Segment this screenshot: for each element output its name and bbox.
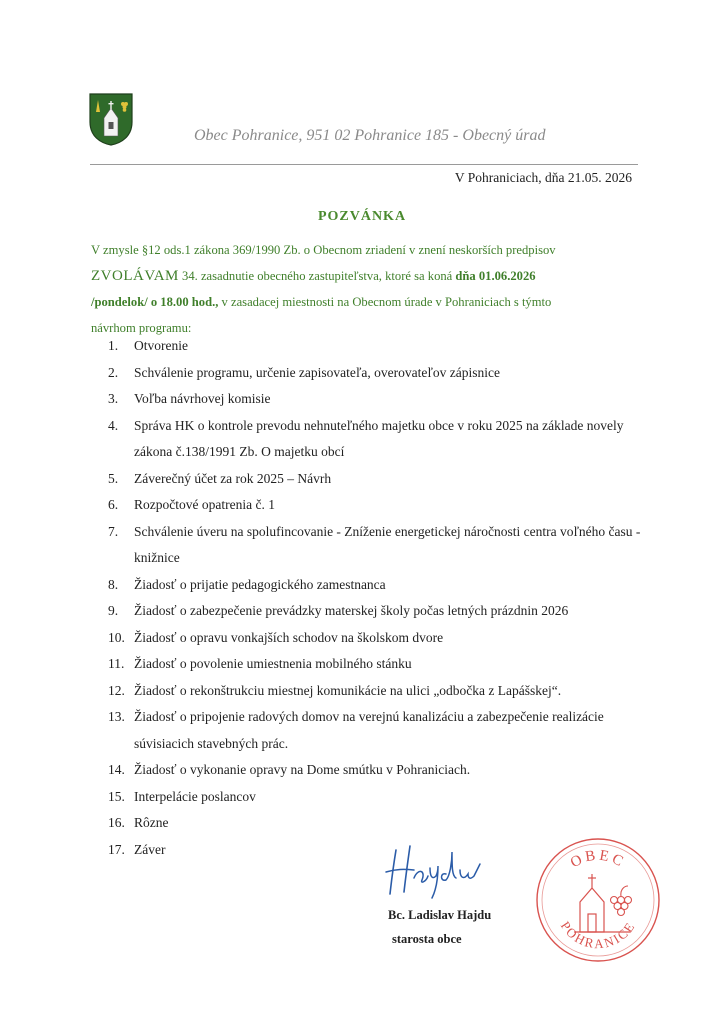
intro-line-4: návrhom programu: xyxy=(91,321,192,335)
agenda-item-number: 17. xyxy=(108,841,125,857)
agenda-item-number: 4. xyxy=(108,417,119,433)
agenda-item-number: 1. xyxy=(108,338,119,353)
agenda-item-text: Rôzne xyxy=(134,815,169,830)
agenda-item-number: 9. xyxy=(108,603,119,618)
agenda-item xyxy=(108,678,648,705)
intro-line-3 xyxy=(91,289,643,315)
stamp-grapes-icon xyxy=(611,886,632,916)
agenda-item xyxy=(108,784,648,811)
agenda-item-number: 3. xyxy=(108,391,119,406)
agenda-item xyxy=(108,413,648,466)
agenda-item-text: Žiadosť o opravu vonkajších schodov na školskom dvore xyxy=(134,629,444,645)
agenda-item xyxy=(108,598,648,625)
meeting-date: dňa 01.06.2026 xyxy=(455,269,536,283)
agenda-item-number: 15. xyxy=(108,788,125,804)
agenda-item-text: Žiadosť o povolenie umiestnenia mobilného stánku xyxy=(134,656,412,671)
agenda-item xyxy=(108,757,648,784)
agenda-item-text: Žiadosť o pripojenie radových domov na verejnú kanalizáciu a zabezpečenie realizácie súvisiacich stavebných prác. xyxy=(134,709,604,751)
agenda-item-text: Interpelácie poslancov xyxy=(134,788,256,804)
agenda-item-text: Voľba návrhovej komisie xyxy=(134,391,271,406)
agenda-item xyxy=(108,492,648,519)
agenda-item-number: 2. xyxy=(108,364,119,380)
agenda-item xyxy=(108,519,648,572)
agenda-item-number: 5. xyxy=(108,470,119,486)
agenda-item-number: 10. xyxy=(108,629,125,645)
handwritten-signature xyxy=(382,842,492,902)
agenda-item-text: Rozpočtové opatrenia č. 1 xyxy=(134,497,275,512)
agenda-item-number: 8. xyxy=(108,576,119,592)
office-header: Obec Pohranice, 951 02 Pohranice 185 - Obecný úrad xyxy=(194,127,546,144)
svg-text:OBEC xyxy=(568,848,628,872)
agenda-item-text: Žiadosť o zabezpečenie prevádzky materskej školy počas letných prázdnin 2026 xyxy=(134,603,569,618)
intro-line-3-text: v zasadacej miestnosti na Obecnom úrade v Pohraniciach s týmto xyxy=(218,295,552,309)
stamp-top-text: OBEC xyxy=(567,847,629,872)
agenda-item-text: Schválenie úveru na spolufincovanie - Zníženie energetickej náročnosti centra voľného času - knižnice xyxy=(134,523,641,565)
agenda-item-text: Správa HK o kontrole prevodu nehnuteľného majetku obce v roku 2025 na základe novely zákona č.138/1991 Zb. O majetku obcí xyxy=(134,417,624,459)
agenda-item-number: 6. xyxy=(108,497,119,512)
signer-name: Bc. Ladislav Hajdu xyxy=(388,908,492,922)
agenda-item xyxy=(108,386,648,413)
agenda-item xyxy=(108,333,648,360)
agenda-item xyxy=(108,572,648,599)
agenda-item xyxy=(108,466,648,493)
document-title: POZVÁNKA xyxy=(317,209,407,224)
intro-paragraph xyxy=(91,237,643,341)
agenda-item-text: Žiadosť o prijatie pedagogického zamestnanca xyxy=(134,576,386,592)
official-stamp xyxy=(534,836,662,964)
agenda-item xyxy=(108,360,648,387)
agenda-item xyxy=(108,704,648,757)
svg-text:POHRANICE xyxy=(558,918,638,951)
agenda-item-text: Otvorenie xyxy=(134,338,188,353)
intro-line-1: V zmysle §12 ods.1 zákona 369/1990 Zb. o Obecnom zriadení v znení neskorších predpisov xyxy=(91,243,556,257)
agenda-item-text: Žiadosť o rekonštrukciu miestnej komunikácie na ulici „odbočka z Lapášskej“. xyxy=(134,682,562,698)
agenda-item xyxy=(108,625,648,652)
agenda-item-number: 11. xyxy=(108,656,125,671)
header-divider xyxy=(90,164,638,165)
stamp-bottom-text: POHRANICE xyxy=(557,918,639,952)
agenda-item-number: 12. xyxy=(108,682,125,698)
agenda-item-text: Záver xyxy=(134,841,166,857)
intro-line-2-text: 34. zasadnutie obecného zastupiteľstva, ktoré sa koná xyxy=(178,269,456,283)
coat-of-arms-icon xyxy=(88,92,134,146)
agenda-item-text: Schválenie programu, určenie zapisovateľa, overovateľov zápisnice xyxy=(134,364,500,380)
agenda-item-number: 16. xyxy=(108,815,125,830)
dateline: V Pohraniciach, dňa 21.05. 2026 xyxy=(454,170,632,185)
signer-block xyxy=(388,903,491,951)
agenda-item xyxy=(108,810,648,837)
agenda-item-number: 7. xyxy=(108,523,119,539)
agenda-item-text: Žiadosť o vykonanie opravy na Dome smútku v Pohraniciach. xyxy=(134,762,471,777)
zvolavam-word: ZVOLÁVAM xyxy=(91,268,179,284)
agenda-item-number: 14. xyxy=(108,762,125,777)
agenda-item xyxy=(108,651,648,678)
agenda-item-text: Záverečný účet za rok 2025 – Návrh xyxy=(134,470,332,486)
agenda-list xyxy=(108,333,648,863)
meeting-time: /pondelok/ o 18.00 hod., xyxy=(91,295,219,309)
signer-role: starosta obce xyxy=(392,932,462,946)
intro-line-2 xyxy=(91,263,643,289)
agenda-item-number: 13. xyxy=(108,709,125,724)
